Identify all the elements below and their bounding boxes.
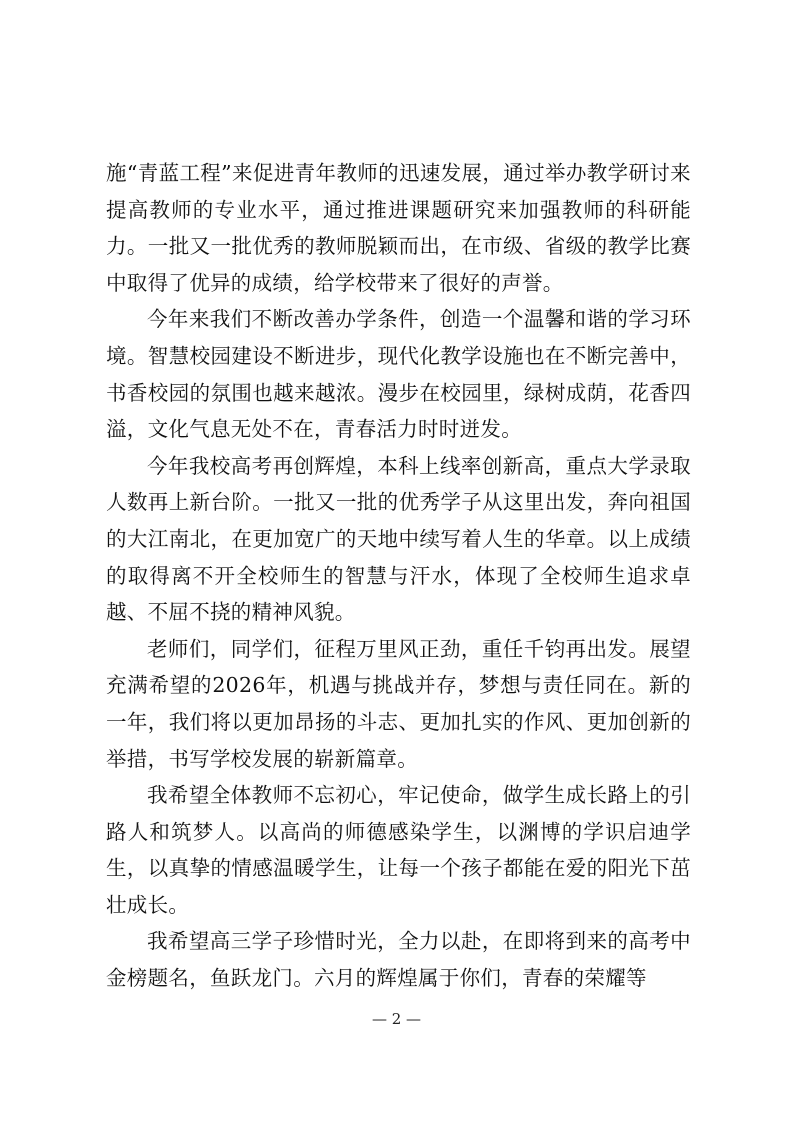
paragraph-3: 今年我校高考再创辉煌，本科上线率创新高，重点大学录取人数再上新台阶。一批又一批的优秀学子从这里出发，奔向祖国的大江南北，在更加宽广的天地中续写着人生的华章。以上成绩的取得离不开全校师生的智慧与汗水，体现了全校师生追求卓越、不屈不挠的精神风貌。 bbox=[106, 453, 691, 625]
paragraph-4: 老师们，同学们，征程万里风正劲，重任千钧再出发。展望充满希望的2026年，机遇与挑战并存，梦想与责任同在。新的一年，我们将以更加昂扬的斗志、更加扎实的作风、更加创新的举措，书写学校发展的崭新篇章。 bbox=[106, 636, 691, 771]
paragraph-2: 今年来我们不断改善办学条件，创造一个温馨和谐的学习环境。智慧校园建设不断进步，现代化教学设施也在不断完善中，书香校园的氛围也越来越浓。漫步在校园里，绿树成荫，花香四溢，文化气息无处不在，青春活力时时迸发。 bbox=[106, 307, 691, 442]
paragraph-1: 施“青蓝工程”来促进青年教师的迅速发展，通过举办教学研讨来提高教师的专业水平，通过推进课题研究来加强教师的科研能力。一批又一批优秀的教师脱颖而出，在市级、省级的教学比赛中取得了优异的成绩，给学校带来了很好的声誉。 bbox=[106, 161, 691, 295]
paragraph-6: 我希望高三学子珍惜时光，全力以赴，在即将到来的高考中金榜题名，鱼跃龙门。六月的辉煌属于你们，青春的荣耀等 bbox=[106, 929, 691, 991]
document-body bbox=[106, 155, 691, 997]
page-number: — 2 — bbox=[371, 1010, 422, 1028]
paragraph-5: 我希望全体教师不忘初心，牢记使命，做学生成长路上的引路人和筑梦人。以高尚的师德感染学生，以渊博的学识启迪学生，以真挚的情感温暖学生，让每一个孩子都能在爱的阳光下茁壮成长。 bbox=[106, 783, 691, 917]
